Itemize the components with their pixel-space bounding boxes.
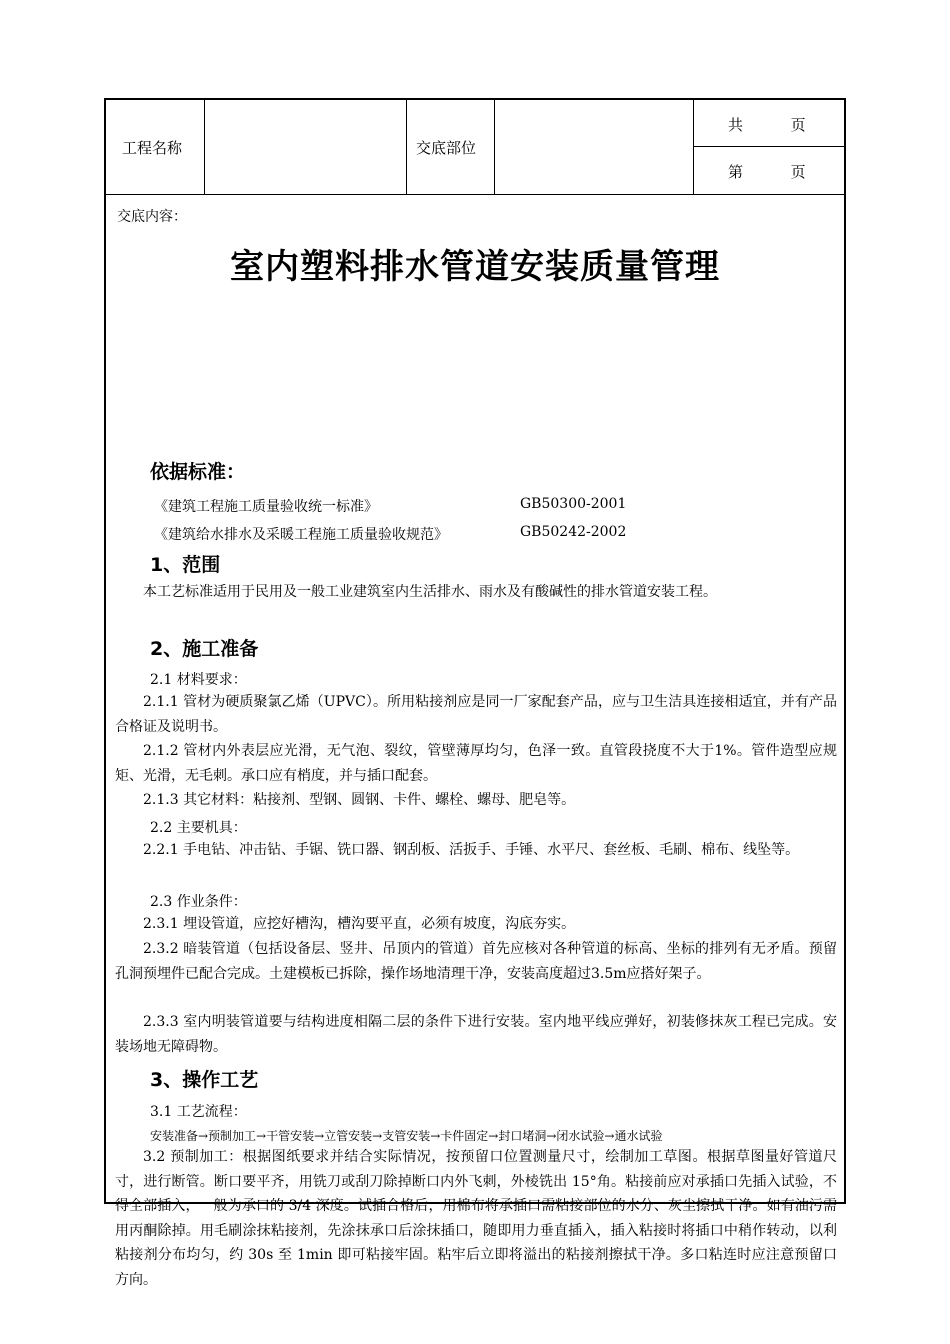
section-3-2: 3.2 预制加工：根据图纸要求并结合实际情况，按预留口位置测量尺寸，绘制加工草图。根据草图量好管道尺寸，进行断管。断口要平齐，用铣刀或刮刀除掉断口内外飞刺，外棱铣出 15°角。粘接前应对承插口先插入试验，不得全部插入，一般为承口的 3/4 深度。试插合格后，用棉布将承插口需粘接部位的水分、灰尘擦拭干净。如有油污需用丙酮除掉。用毛刷涂抹粘接剂，先涂抹承口后涂抹插口，随即用力垂直插入，插入粘接时将插口中稍作转动，以利粘接剂分布均匀，约 30s 至 1min 即可粘接牢固。粘牢后立即将溢出的粘接剂擦拭干净。多口粘连时应注意预留口方向。 — [115, 1149, 837, 1288]
divider — [494, 100, 495, 194]
standard-reference — [154, 524, 627, 544]
standard-code: GB50300-2001 — [520, 496, 627, 512]
content-label: 交底内容： — [117, 209, 187, 225]
section-3-heading: 3、操作工艺 — [150, 1069, 259, 1091]
section-2-2: 2.2 主要机具： — [150, 820, 247, 836]
disclosure-sheet — [104, 98, 846, 1288]
divider — [693, 146, 844, 147]
project-name-label: 工程名称 — [122, 139, 183, 157]
section-2-2-1: 2.2.1 手电钻、冲击钻、手锯、铣口器、钢刮板、活扳手、手锤、水平尺、套丝板、毛刷、棉布、线坠等。 — [143, 842, 800, 858]
standard-reference — [154, 496, 627, 516]
document-title: 室内塑料排水管道安装质量管理 — [230, 247, 720, 287]
divider — [406, 100, 407, 194]
section-2-3-1: 2.3.1 埋设管道，应挖好槽沟，槽沟要平直，必须有坡度，沟底夯实。 — [143, 916, 576, 932]
page-number-label: 第 页 — [728, 163, 806, 181]
location-label: 交底部位 — [416, 139, 477, 157]
divider — [693, 100, 694, 194]
section-2-1: 2.1 材料要求： — [150, 672, 247, 688]
section-3-1: 3.1 工艺流程： — [150, 1104, 247, 1120]
section-2-1-2: 2.1.2 管材内外表层应光滑，无气泡、裂纹，管壁薄厚均匀，色泽一致。直管段挠度不大于1%。管件造型应规矩、光滑，无毛刺。承口应有梢度，并与插口配套。 — [115, 743, 837, 784]
section-1-text: 本工艺标准适用于民用及一般工业建筑室内生活排水、雨水及有酸碱性的排水管道安装工程。 — [143, 584, 717, 600]
section-1-heading: 1、范围 — [150, 554, 221, 576]
section-2-heading: 2、施工准备 — [150, 638, 259, 660]
basis-heading: 依据标准： — [150, 461, 246, 483]
section-2-3: 2.3 作业条件： — [150, 894, 247, 910]
divider — [204, 100, 205, 194]
total-pages-label: 共 页 — [728, 116, 806, 134]
section-2-1-1: 2.1.1 管材为硬质聚氯乙烯（UPVC）。所用粘接剂应是同一厂家配套产品，应与卫生洁具连接相适宜，并有产品合格证及说明书。 — [115, 694, 837, 735]
section-2-3-3: 2.3.3 室内明装管道要与结构进度相隔二层的条件下进行安装。室内地平线应弹好，初装修抹灰工程已完成。安装场地无障碍物。 — [115, 1014, 837, 1055]
header-table — [106, 100, 844, 195]
section-2-1-3: 2.1.3 其它材料：粘接剂、型钢、圆钢、卡件、螺栓、螺母、肥皂等。 — [143, 792, 576, 808]
standard-name: 《建筑给水排水及采暖工程施工质量验收规范》 — [154, 527, 448, 543]
standard-name: 《建筑工程施工质量验收统一标准》 — [154, 499, 378, 515]
standard-code: GB50242-2002 — [520, 524, 627, 540]
process-flow: 安装准备→预制加工→干管安装→立管安装→支管安装→卡件固定→封口堵洞→闭水试验→通水试验 — [150, 1129, 663, 1143]
section-2-3-2: 2.3.2 暗装管道（包括设备层、竖井、吊顶内的管道）首先应核对各种管道的标高、坐标的排列有无矛盾。预留孔洞预埋件已配合完成。土建模板已拆除，操作场地清理干净，安装高度超过3.5m应搭好架子。 — [115, 941, 837, 982]
